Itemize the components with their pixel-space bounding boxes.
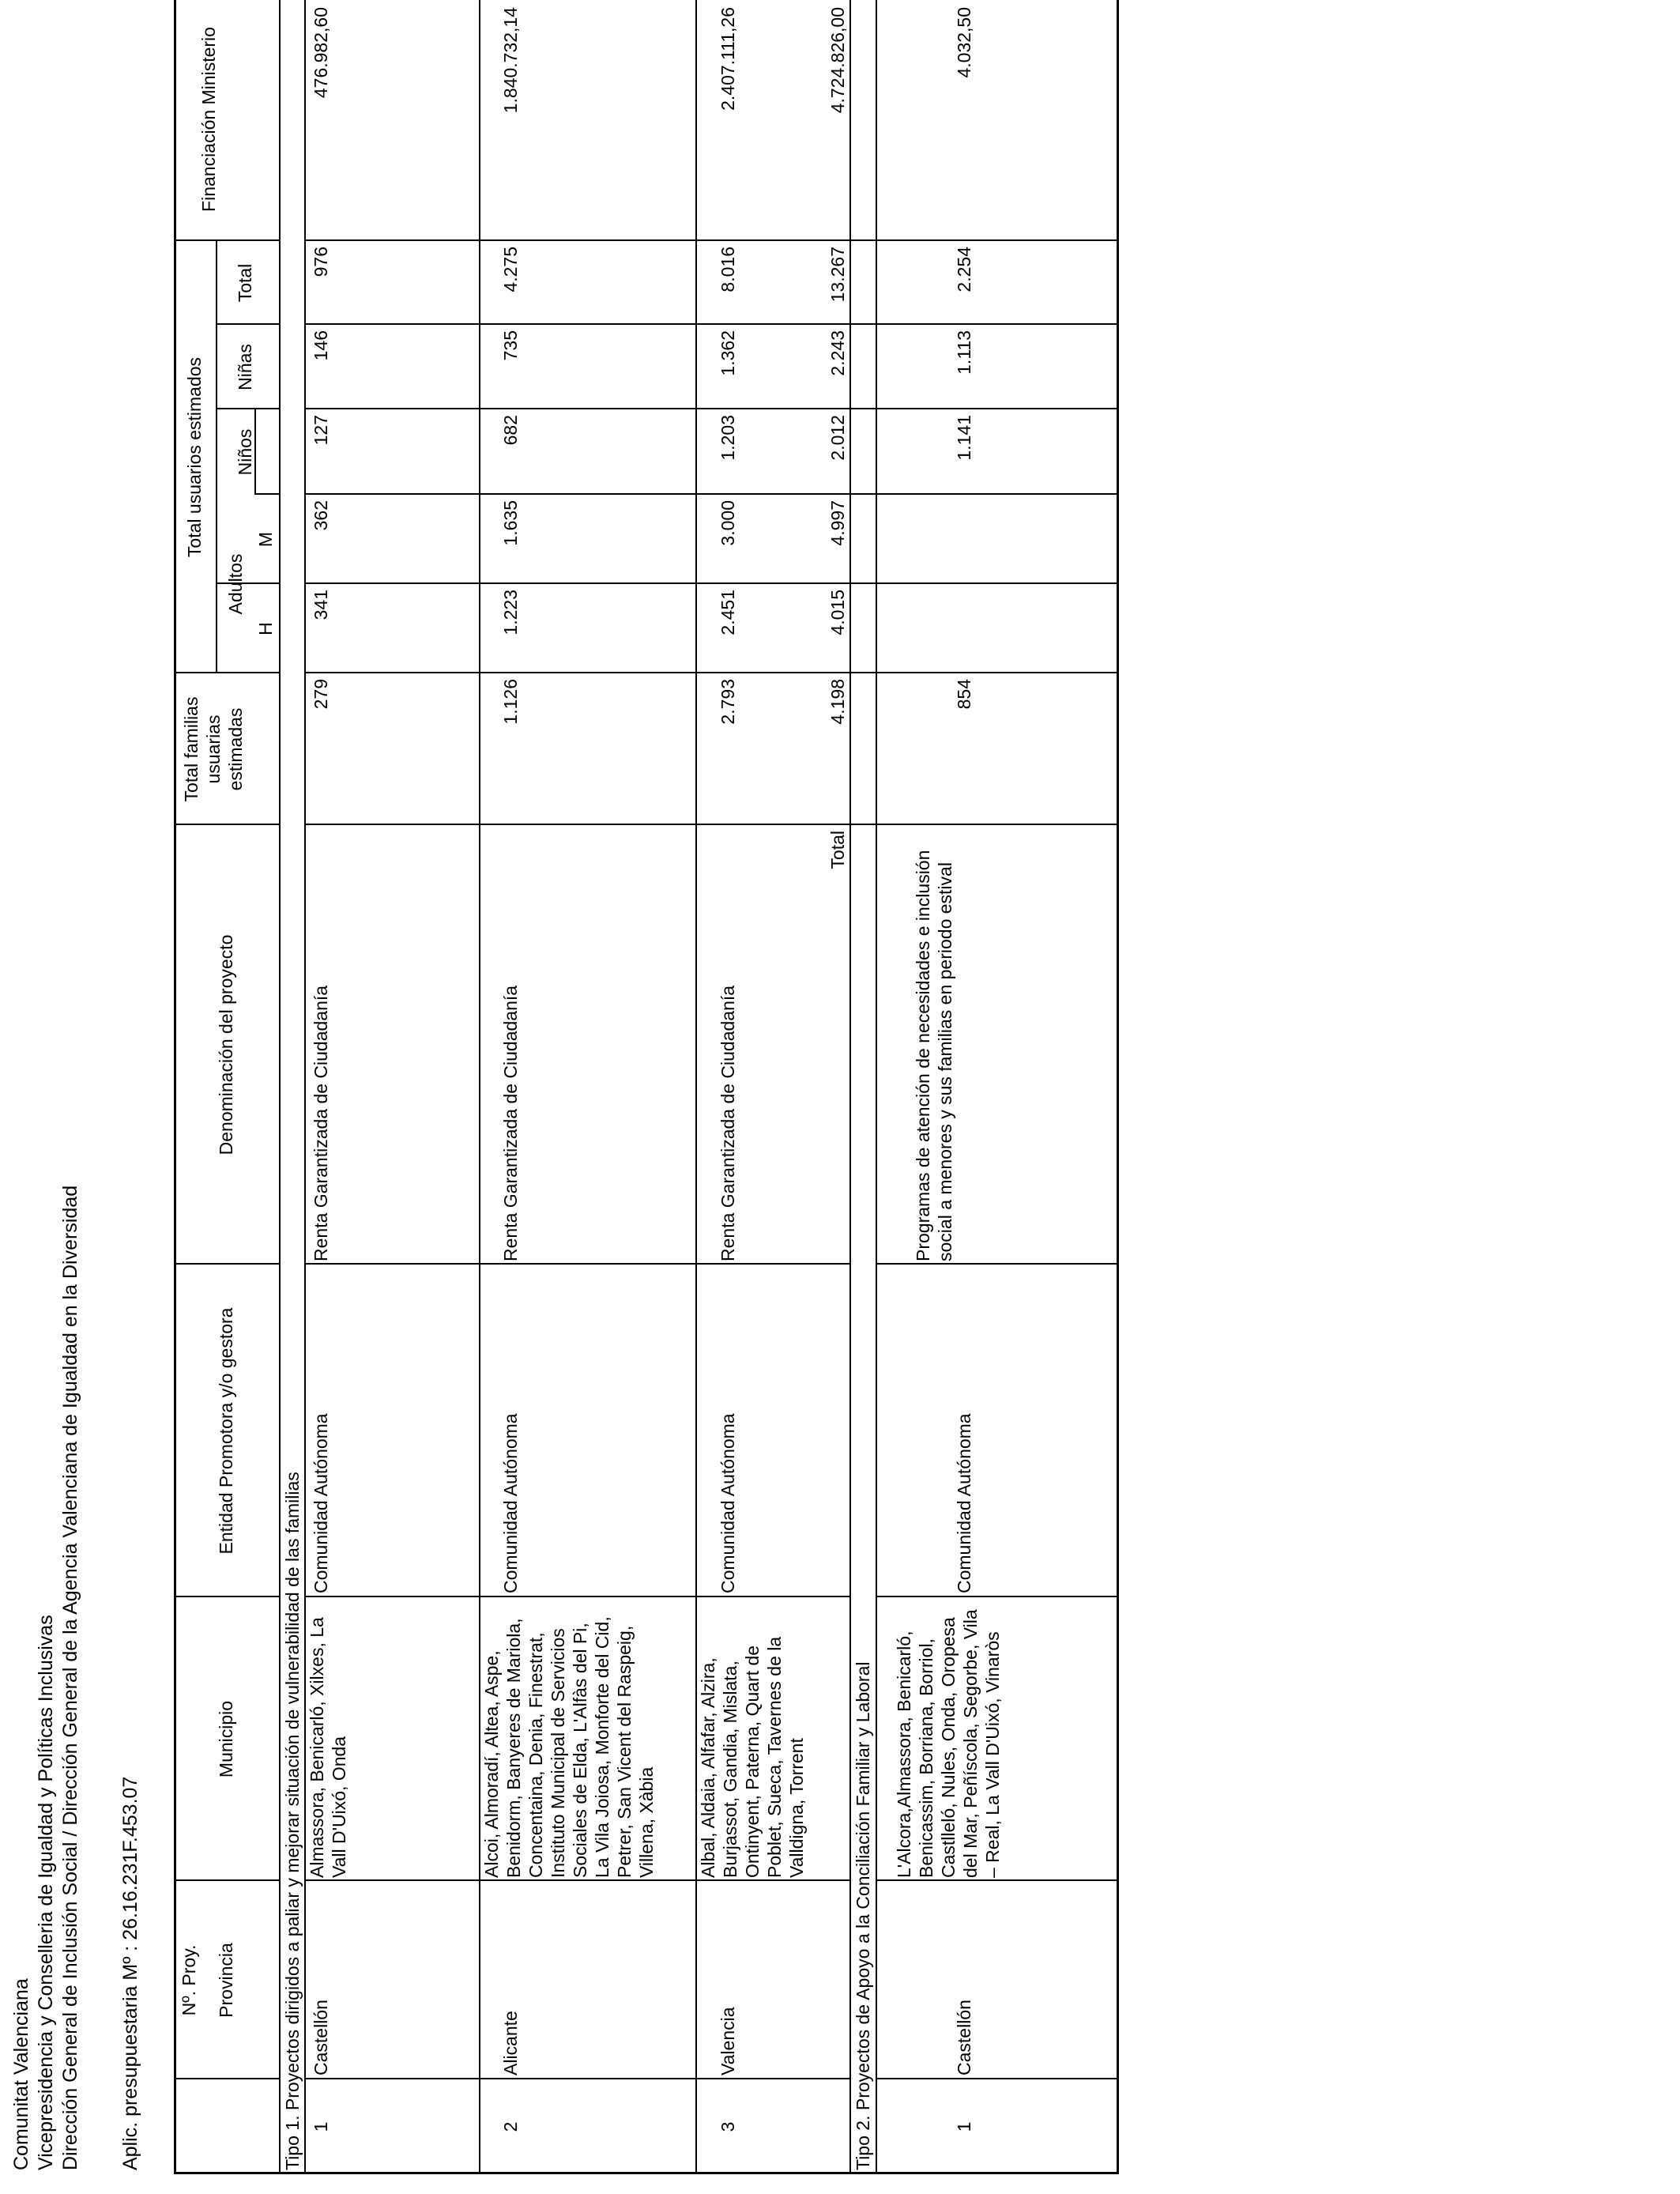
col-line-ent-b2 [876,1263,1119,1265]
col-header-ninas: Niñas [235,344,255,390]
header-bottom-line [279,0,281,2174]
col-header-usuarios: Total usuarios estimados [184,356,205,558]
total-m: 4.997 [827,500,848,546]
row2-familias: 1.126 [500,679,521,725]
row2-m: 1.635 [500,500,521,546]
col-header-entidad: Entidad Promotora y/o gestora [216,1307,236,1555]
col-line-ninos-b1 [304,408,876,409]
section2-bottom-line [876,0,877,2174]
row1-ninas: 146 [311,330,331,361]
col-line-prov-b2 [876,1879,1119,1881]
col-line-fam-b1 [304,672,876,673]
s2-row1-provincia: Castellón [954,2000,974,2075]
col-header-denominacion: Denominación del proyecto [216,934,236,1155]
row2-ninas: 735 [500,330,521,361]
s2-row1-financiacion: 4.032,50 [954,7,974,78]
col-line-ninas-b2 [876,323,1119,325]
header-line-2: Vicepresidencia y Conselleria de Igualdad y Políticas Inclusivas [35,1615,57,2170]
s2-row1-municipio: L'Alcora,Almassora, Benicarló, Benicassim, Borriana, Borriol, Castlleló, Nules, Onda, Oropesa del Mar, Peñíscola, Segorbe, Vila – Real, La Vall D'Uixó, Vinaròs [894,1609,1003,1878]
total-label: Total [827,831,848,869]
col-header-h: H [255,622,276,635]
col-line-ninas-b1 [304,323,876,325]
section2-title: Tipo 2. Proyectos de Apoyo a la Conciliación Familiar y Laboral [853,1661,873,2170]
s2-row1-entidad: Comunidad Autónoma [954,1413,974,1593]
total-total: 13.267 [827,247,848,303]
row3-ninas: 1.362 [718,330,738,376]
row3-total: 8.016 [718,247,738,292]
col-line-m-b1 [304,493,876,495]
col-header-municipio: Municipio [216,1700,236,1778]
row3-h: 2.451 [718,590,738,635]
row3-bottom-line [849,0,851,2174]
s2-row1-ninas: 1.113 [954,330,974,375]
col-line-muni-b1 [304,1596,849,1597]
row1-m: 362 [311,500,331,531]
budget-application: Aplic. presupuestaria Mº : 26.16.231F.453.07 [119,1776,141,2170]
total-ninos: 2.012 [827,415,848,461]
col-line-m-b2 [876,493,1119,495]
row1-num: 1 [311,2121,331,2132]
col-line-fam-b2 [876,672,1119,673]
col-header-total: Total [235,263,255,303]
col-line-ent-b1 [304,1263,849,1265]
col-line-total-b2 [876,239,1119,241]
col-line-muni-b2 [876,1596,1119,1597]
header-line-3: Dirección General de Inclusión Social / Dirección General de la Agencia Valenciana de Igualdad en la Diversidad [59,1185,81,2170]
row1-entidad: Comunidad Autónoma [311,1413,331,1593]
row3-provincia: Valencia [718,2007,738,2075]
row1-financiacion: 476.982,60 [311,7,331,99]
section1-title: Tipo 1. Proyectos dirigidos a paliar y mejorar situación de vulnerabilidad de las familias [282,1472,303,2170]
col-header-familias: Total familias usuarias estimadas [181,696,246,802]
row1-ninos: 127 [311,415,331,446]
row1-provincia: Castellón [311,2000,331,2075]
col-line-total-b1 [304,239,876,241]
row3-num: 3 [718,2121,738,2132]
row2-entidad: Comunidad Autónoma [500,1413,521,1593]
row3-familias: 2.793 [718,679,738,725]
s2-row1-ninos: 1.141 [954,415,974,461]
row3-m: 3.000 [718,500,738,546]
row1-familias: 279 [311,679,331,710]
row1-total: 976 [311,247,331,277]
col-header-financiacion: Financiación Ministerio [198,27,219,212]
s2-row1-familias: 854 [954,679,974,710]
row3-financiacion: 2.407.111,26 [718,7,738,111]
row2-denominacion: Renta Garantizada de Ciudadanía [500,985,521,1261]
row2-h: 1.223 [500,590,521,635]
s2-row1-num: 1 [954,2121,974,2132]
header-line-1: Comunitat Valenciana [10,1978,32,2170]
row1-h: 341 [311,590,331,620]
row3-entidad: Comunidad Autónoma [718,1413,738,1593]
row2-provincia: Alicante [500,2011,521,2075]
col-line-prov-b1 [304,1879,849,1881]
col-header-adultos: Adultos [225,553,246,615]
row2-municipio: Alcoi, Almoradí, Altea, Aspe, Benidorm, Banyeres de Mariola, Concentaina, Denia, Finestrat, Instituto Municipal de Servicios Sociales de Elda, L'Alfàs del Pi, La Vila Joiosa, Monforte del Cid, Petrer, San Vicent del Raspeig, Villena, Xàbia [481,1616,657,1878]
total-familias: 4.198 [827,679,848,725]
col-line-den-b2 [876,824,1119,825]
row1-denominacion: Renta Garantizada de Ciudadanía [311,985,331,1261]
row3-denominacion: Renta Garantizada de Ciudadanía [718,985,738,1261]
s2-row1-denominacion: Programas de atención de necesidades e inclusión social a menores y sus familias en periodo estival [913,850,955,1261]
row2-total: 4.275 [500,247,521,292]
s2-row1-total: 2.254 [954,247,974,292]
row1-municipio: Almassora, Benicarló, Xilxes, La Vall D'Uixó, Onda [307,1617,349,1878]
row2-ninos: 682 [500,415,521,446]
col-line-h-b1 [304,582,876,584]
col-header-provincia: Provincia [216,1943,236,2018]
col-header-ninos: Niños [235,428,255,476]
col-header-m: M [255,531,276,548]
col-line-num-b2 [876,2078,1119,2079]
row2-num: 2 [500,2121,521,2132]
col-line-h-b2 [876,582,1119,584]
total-financiacion: 4.724.826,00 [827,7,848,114]
col-header-num: Nº. Proy. [179,1944,199,2016]
row2-financiacion: 1.840.732,14 [500,7,521,114]
usuarios-sub-line [216,241,217,673]
row3-municipio: Albal, Aldaia, Alfafar, Alzira, Burjassot, Gandia, Mislata, Ontinyent, Paterna, Quart de Poblet, Sueca, Tavernes de la Valldigna, Torrent [698,1636,807,1878]
col-line-den-b1 [304,824,876,825]
col-line-ninos-b2 [876,408,1119,409]
total-ninas: 2.243 [827,330,848,376]
row3-ninos: 1.203 [718,415,738,461]
total-h: 4.015 [827,590,848,635]
col-line-num-b1 [304,2078,849,2079]
